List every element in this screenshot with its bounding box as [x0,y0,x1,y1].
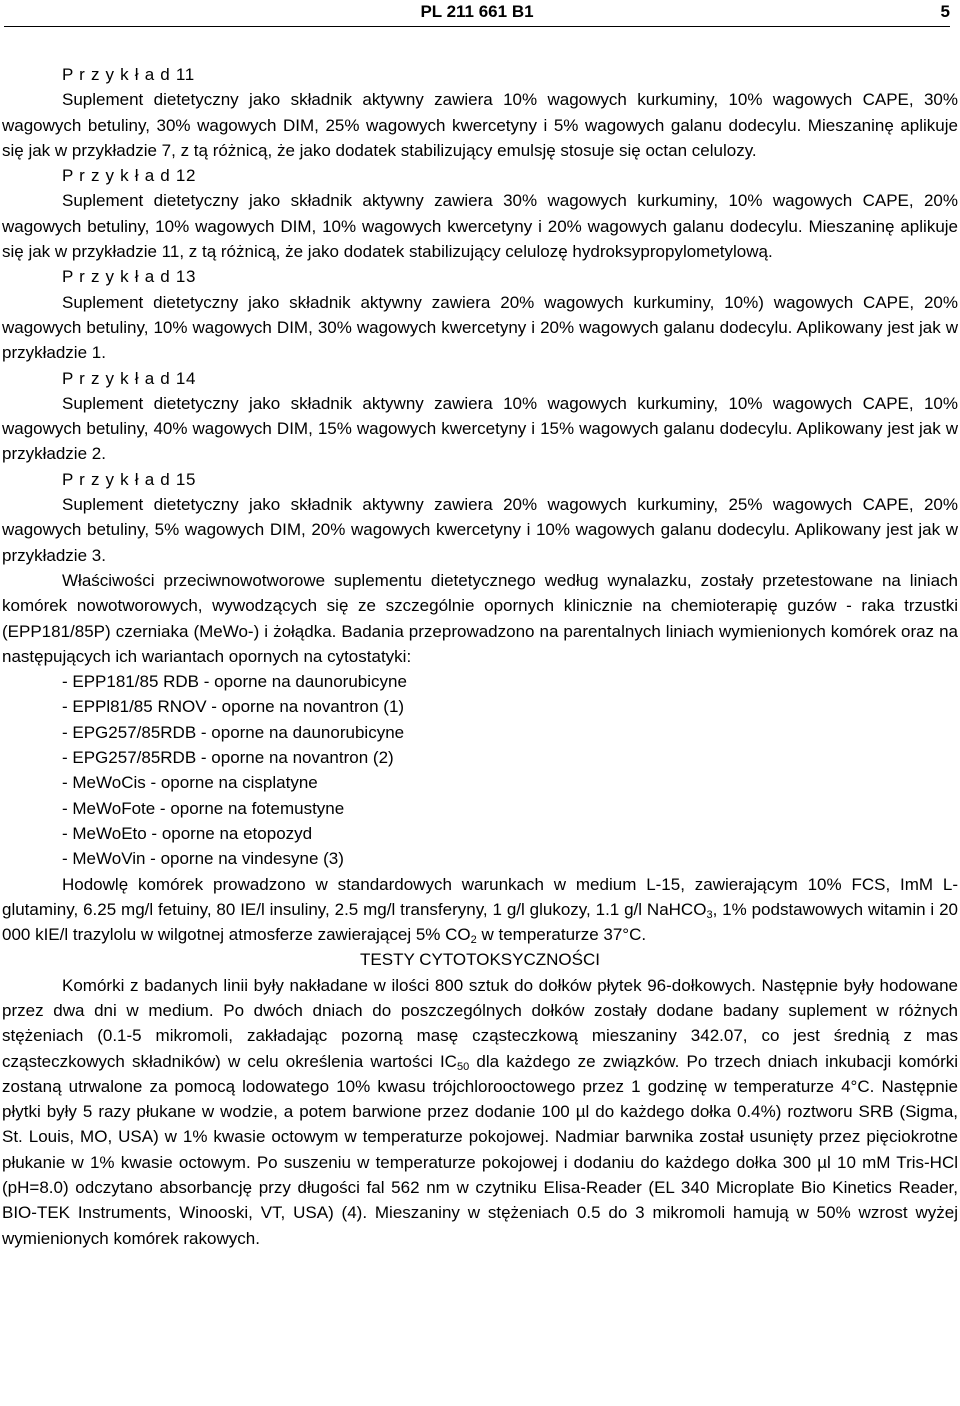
properties-paragraph: Właściwości przeciwnowotworowe suplementu dietetycznego według wynalazku, zostały przetestowane na liniach komórek nowotworowych, wywodzących się ze szczególnie opornych klinicznie na chemioterapię guzów - raka trzustki (EPP181/85P) czerniaka (MeWo-) i żołądka. Badania przeprowadzono na parentalnych liniach wymienionych komórek oraz na następujących ich wariantach opornych na cytostatyki: [2,570,958,666]
culture-text: Hodowlę komórek prowadzono w standardowych warunkach w medium L-15, zawierającym 10% FCS, ImM L-glutaminy, 6.25 mg/l fetuiny, 80 IE/l insuliny, 2.5 mg/l transferyny, 1 g/l glukozy, 1.1 g/l NaHCO [2,874,958,919]
example-15 [2,467,958,568]
list-item: - EPP181/85 RDB - oporne na daunorubicyne [62,672,407,692]
example-text: Suplement dietetyczny jako składnik aktywny zawiera 30% wagowych kurkuminy, 10% wagowych CAPE, 20% wagowych betuliny, 10% wagowych DIM, 10% wagowych kwercetyny i 20% wagowych galanu dodecylu. Mieszaninę aplikuje się jak w przykładzie 11, z tą różnicą, że jako dodatek stabilizujący celulozę hydroksypropylometylową. [2,191,958,262]
example-text: Suplement dietetyczny jako składnik aktywny zawiera 20% wagowych kurkuminy, 10%) wagowych CAPE, 20% wagowych betuliny, 10% wagowych DIM, 30% wagowych kwercetyny i 20% wagowych galanu dodecylu. Aplikowany jest jak w przykładzie 1. [2,292,958,363]
example-heading: P r z y k ł a d 15 [62,469,197,489]
example-text: Suplement dietetyczny jako składnik aktywny zawiera 20% wagowych kurkuminy, 25% wagowych CAPE, 20% wagowych betuliny, 5% wagowych DIM, 20% wagowych kwercetyny i 10% wagowych galanu dodecylu. Aplikowany jest jak w przykładzie 3. [2,495,958,565]
list-item: - EPG257/85RDB - oporne na daunorubicyne [62,722,405,742]
example-heading: P r z y k ł a d 13 [62,267,197,287]
list-item: - EPPl81/85 RNOV - oporne na novantron (1) [62,697,405,717]
list-item: - MeWoVin - oporne na vindesyne (3) [62,849,344,869]
document-body [2,62,958,1251]
example-text: Suplement dietetyczny jako składnik aktywny zawiera 10% wagowych kurkuminy, 10% wagowych CAPE, 10% wagowych betuliny, 40% wagowych DIM, 15% wagowych kwercetyny i 15% wagowych galanu dodecylu. Aplikowany jest jak w przykładzie 2. [2,393,958,464]
page-number: 5 [940,2,950,21]
subscript: 50 [456,1060,470,1073]
list-item: - MeWoCis - oporne na cisplatyne [62,773,318,793]
section-heading: TESTY CYTOTOKSYCZNOŚCI [360,950,600,970]
list-item: - MeWoFote - oporne na fotemustyne [62,798,345,818]
example-11 [2,62,958,163]
example-heading: P r z y k ł a d 14 [62,368,197,388]
example-13 [2,264,958,365]
subscript: 3 [706,908,713,921]
list-item: - EPG257/85RDB - oporne na novantron (2) [62,748,394,768]
culture-paragraph [2,872,958,948]
cell-line-list [2,669,958,871]
culture-text: w temperaturze 37°C. [476,925,647,945]
patent-number: PL 211 661 B1 [420,2,534,21]
tests-text: Komórki z badanych linii były nakładane w ilości 800 sztuk do dołków płytek 96-dołkowych. Następnie były hodowane przez dwa dni w medium. Po dwóch dniach do poszczególnych dołków zostały dodane badany suplement w różnych stężeniach (0.1-5 mikromoli, zakładając pozorną masę cząsteczkową mieszaniny 342.07, co jest średnią z mas cząsteczkowych składników) w celu określenia wartości IC [2,975,958,1071]
example-14 [2,366,958,467]
tests-text: dla każdego ze związków. Po trzech dniach inkubacji komórki zostaną utrwalone za pomocą lodowatego 10% kwasu trójchlorooctowego przez 1 godzinę w temperaturze 4°C. Następnie płytki były 5 razy płukane w wodzie, a potem barwione przez dodanie 100 µl do każdego dołka 0.4%) roztworu SRB (Sigma, St. Louis, MO, USA) w 1% kwasie octowym w temperaturze pokojowej. Nadmiar barwnika został usunięty przez pięciokrotne płukanie w 1% kwasie octowym. Po suszeniu w temperaturze pokojowej i dodaniu do każdego dołka 300 µl 10 mM Tris-HCl (pH=8.0) odczytano absorbancję przy długości fal 562 nm w czytniku Elisa-Reader (EL 340 Microplate Bio Kinetics Reader, BIO-TEK Instruments, Winooski, VT, USA) (4). Mieszaniny w stężeniach 0.5 do 3 mikromoli hamują w 50% wzrost wyżej wymienionych komórek rakowych. [2,1051,959,1248]
example-text: Suplement dietetyczny jako składnik aktywny zawiera 10% wagowych kurkuminy, 10% wagowych CAPE, 30% wagowych betuliny, 30% wagowych DIM, 25% wagowych kwercetyny i 5% wagowych galanu dodecylu. Mieszaninę aplikuje się jak w przykładzie 7, z tą różnicą, że jako dodatek stabilizujący emulsję stosuje się octan celulozy. [2,90,958,160]
list-item: - MeWoEto - oporne na etopozyd [62,823,313,843]
subscript: 2 [470,934,477,947]
example-heading: P r z y k ł a d 12 [62,166,197,186]
culture-text: , 1% podstawowych witamin i 20 000 kIE/l trazylolu w wilgotnej atmosferze zawierającej 5% CO [2,899,958,945]
example-heading: P r z y k ł a d 11 [62,65,195,84]
example-12 [2,163,958,264]
tests-paragraph [2,973,958,1251]
page-header [4,0,950,27]
